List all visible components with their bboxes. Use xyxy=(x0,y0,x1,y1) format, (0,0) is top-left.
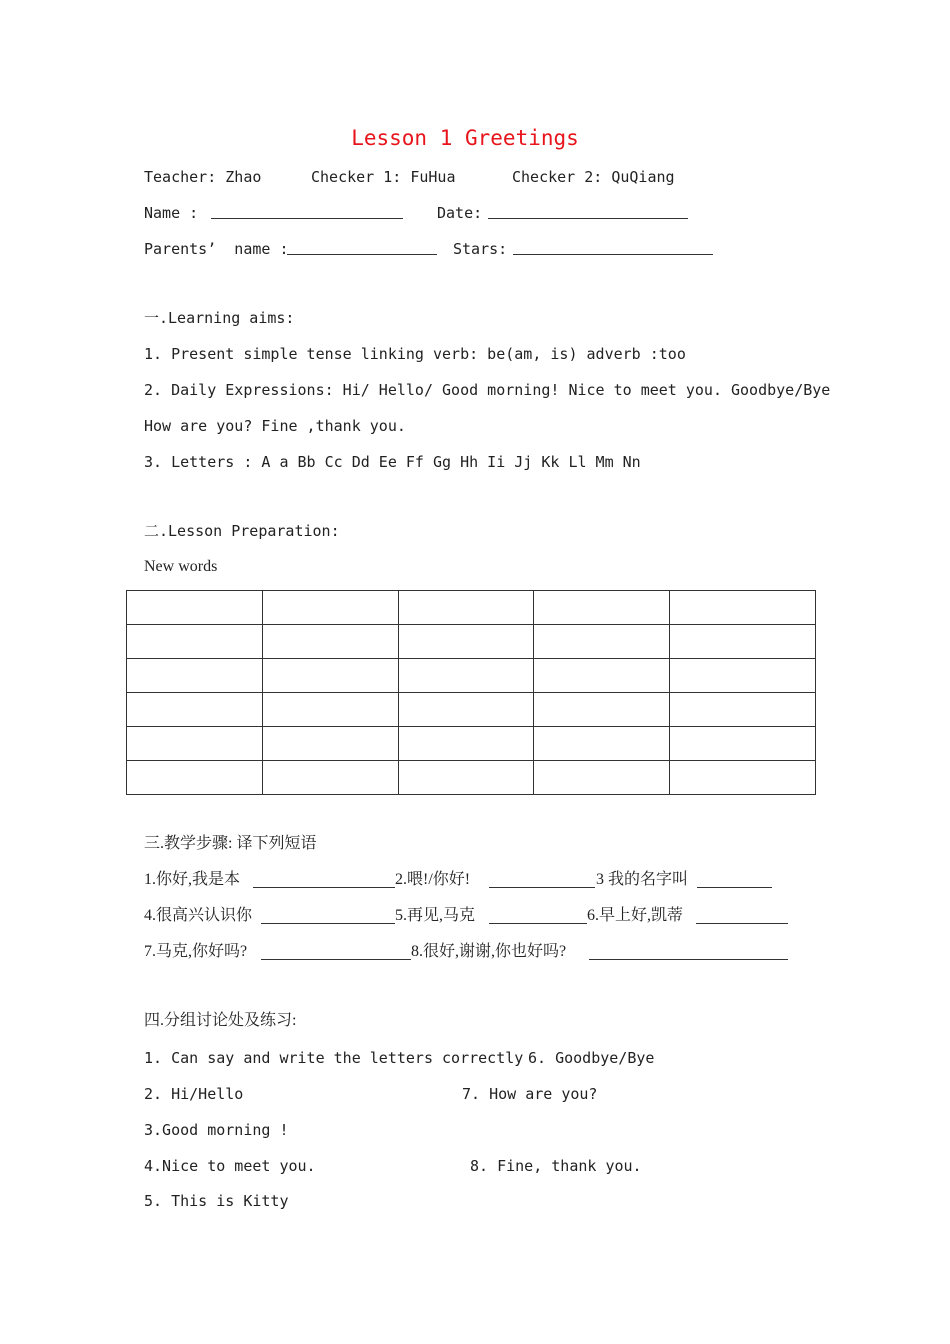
answer-blank[interactable] xyxy=(489,909,587,924)
word-cell[interactable] xyxy=(534,625,670,659)
aim-item: 2. Daily Expressions: Hi/ Hello/ Good morning! Nice to meet you. Goodbye/Bye xyxy=(144,381,831,399)
phrase-3: 3 我的名字叫 xyxy=(596,871,689,888)
name-label: Name : xyxy=(144,204,199,222)
word-cell[interactable] xyxy=(670,591,816,625)
phrase-4: 4.很高兴认识你 xyxy=(144,907,253,924)
answer-blank[interactable] xyxy=(589,945,788,960)
practice-item: 1. Can say and write the letters correctly xyxy=(144,1049,524,1067)
parents-name-field[interactable] xyxy=(287,240,437,255)
practice-item: 8. Fine, thank you. xyxy=(470,1157,642,1175)
word-cell[interactable] xyxy=(127,625,263,659)
practice-item: 3.Good morning ! xyxy=(144,1121,289,1139)
word-cell[interactable] xyxy=(670,693,816,727)
section3-heading: 三.教学步骤: 译下列短语 xyxy=(144,835,317,852)
phrase-6: 6.早上好,凯蒂 xyxy=(587,907,684,924)
answer-blank[interactable] xyxy=(696,909,788,924)
word-cell[interactable] xyxy=(262,727,398,761)
name-field[interactable] xyxy=(211,204,403,219)
word-cell[interactable] xyxy=(534,727,670,761)
answer-blank[interactable] xyxy=(261,945,411,960)
word-cell[interactable] xyxy=(127,761,263,795)
phrase-5: 5.再见,马克 xyxy=(395,907,476,924)
word-cell[interactable] xyxy=(398,659,534,693)
practice-item: 7. How are you? xyxy=(462,1085,598,1103)
word-cell[interactable] xyxy=(534,761,670,795)
section1-heading: 一.Learning aims: xyxy=(144,309,295,327)
table-row xyxy=(127,659,816,693)
word-cell[interactable] xyxy=(670,727,816,761)
word-cell[interactable] xyxy=(398,727,534,761)
practice-item: 2. Hi/Hello xyxy=(144,1085,244,1103)
page-title: Lesson 1 Greetings xyxy=(351,126,579,150)
table-row xyxy=(127,693,816,727)
teacher-label: Teacher: Zhao xyxy=(144,168,262,186)
word-cell[interactable] xyxy=(398,625,534,659)
word-cell[interactable] xyxy=(534,591,670,625)
word-cell[interactable] xyxy=(670,625,816,659)
section2-heading: 二.Lesson Preparation: xyxy=(144,522,340,540)
parents-name-label: Parents’ name : xyxy=(144,240,289,258)
word-cell[interactable] xyxy=(262,625,398,659)
word-cell[interactable] xyxy=(398,591,534,625)
word-cell[interactable] xyxy=(127,693,263,727)
word-cell[interactable] xyxy=(670,659,816,693)
word-cell[interactable] xyxy=(262,659,398,693)
table-row xyxy=(127,761,816,795)
word-cell[interactable] xyxy=(262,591,398,625)
aim-item: How are you? Fine ,thank you. xyxy=(144,417,406,435)
word-cell[interactable] xyxy=(127,659,263,693)
new-words-table xyxy=(126,590,816,795)
section4-heading: 四.分组讨论处及练习: xyxy=(144,1012,297,1029)
answer-blank[interactable] xyxy=(253,873,395,888)
date-label: Date: xyxy=(437,204,483,222)
answer-blank[interactable] xyxy=(489,873,595,888)
answer-blank[interactable] xyxy=(697,873,772,888)
table-row xyxy=(127,625,816,659)
word-cell[interactable] xyxy=(398,761,534,795)
word-cell[interactable] xyxy=(127,727,263,761)
aim-item: 1. Present simple tense linking verb: be(am, is) adverb :too xyxy=(144,345,686,363)
word-cell[interactable] xyxy=(262,693,398,727)
checker1-label: Checker 1: FuHua xyxy=(311,168,456,186)
stars-label: Stars: xyxy=(453,240,508,258)
table-row xyxy=(127,727,816,761)
phrase-1: 1.你好,我是本 xyxy=(144,871,241,888)
word-cell[interactable] xyxy=(127,591,263,625)
word-cell[interactable] xyxy=(534,693,670,727)
phrase-8: 8.很好,谢谢,你也好吗? xyxy=(411,943,567,960)
aim-item: 3. Letters : A a Bb Cc Dd Ee Ff Gg Hh Ii Jj Kk Ll Mm Nn xyxy=(144,453,641,471)
word-cell[interactable] xyxy=(262,761,398,795)
practice-item: 5. This is Kitty xyxy=(144,1192,289,1210)
answer-blank[interactable] xyxy=(261,909,395,924)
practice-item: 6. Goodbye/Bye xyxy=(528,1049,655,1067)
word-cell[interactable] xyxy=(398,693,534,727)
phrase-7: 7.马克,你好吗? xyxy=(144,943,248,960)
date-field[interactable] xyxy=(488,204,688,219)
table-row xyxy=(127,591,816,625)
practice-item: 4.Nice to meet you. xyxy=(144,1157,316,1175)
word-cell[interactable] xyxy=(670,761,816,795)
phrase-2: 2.喂!/你好! xyxy=(395,871,471,888)
new-words-label: New words xyxy=(144,558,218,575)
word-cell[interactable] xyxy=(534,659,670,693)
stars-field[interactable] xyxy=(513,240,713,255)
checker2-label: Checker 2: QuQiang xyxy=(512,168,675,186)
